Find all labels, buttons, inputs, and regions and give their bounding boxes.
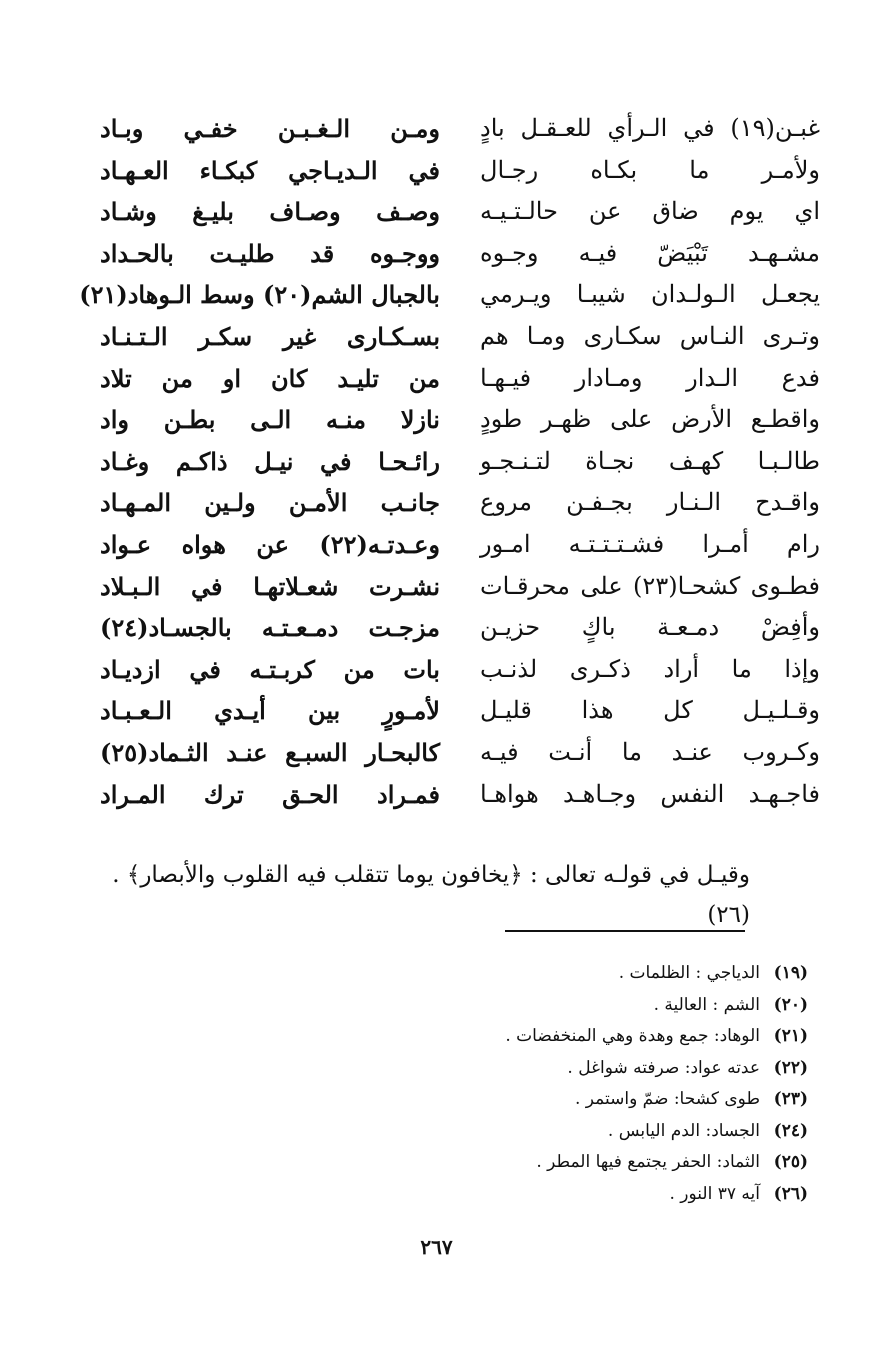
poem-left-column — [79, 108, 440, 815]
poem — [79, 108, 821, 815]
verse-hemistich: فدع الـدار ومـادار فيـهـا — [480, 363, 820, 392]
verse-hemistich: بات من كربـتـه في ازديـاد — [100, 654, 440, 684]
footnote-text: الوهاد: جمع وهدة وهي المنخفضات . — [505, 1026, 760, 1046]
footnote-text: الثماد: الحفر يجتمع فيها المطر . — [536, 1152, 760, 1172]
footnote — [200, 1179, 808, 1211]
verse-hemistich: فمـراد الحـق ترك المـراد — [100, 779, 440, 809]
verse-hemistich: وكـروب عنـد ما أنـت فيـه — [480, 737, 820, 766]
verse-hemistich: وقـلـيـل كل هذا قليـل — [480, 696, 820, 725]
verse-hemistich: اي يوم ضاق عن حالـتـيـه — [480, 197, 820, 226]
verse-hemistich: وإذا ما أراد ذكـرى لذنـب — [480, 654, 820, 683]
verse-hemistich: من تليـد كان او من تلاد — [100, 363, 440, 393]
verse-hemistich: غبـن(١٩) في الـرأي للعـقـل بادٍ — [480, 114, 820, 142]
footnote-text: الدياجي : الظلمات . — [618, 963, 760, 983]
verse-hemistich: وصـف وصـاف بليـغ وشـاد — [100, 197, 440, 227]
footnote-number: (١٩) — [773, 963, 808, 983]
footnotes — [200, 958, 808, 1210]
footnote-number: (٢١) — [773, 1026, 808, 1046]
verse-hemistich: طالـبـا كهـف نجـاة لتـنـجـو — [480, 446, 820, 475]
verse-hemistich: في الـديـاجي كبكـاء العـهـاد — [100, 155, 440, 185]
verse-hemistich: واقـدح الـنـار بجـفـن مروع — [480, 488, 820, 517]
footnote-text: آيه ٣٧ النور . — [669, 1183, 760, 1204]
footnote — [200, 1147, 808, 1179]
verse-hemistich: ومـن الـغـبـن خفـي وبـاد — [100, 114, 440, 143]
verse-hemistich: مشـهـد تَبْيَضّ فيـه وجـوه — [480, 238, 820, 267]
verse-hemistich: رام أمـرا فشـتـتـتـه امـور — [480, 529, 820, 558]
footnote-number: (٢٥) — [773, 1152, 808, 1172]
footnote-text: عدته عواد: صرفته شواغل . — [567, 1057, 760, 1078]
verse-hemistich: جانـب الأمـن ولـين المـهـاد — [100, 488, 440, 518]
verse-hemistich: فاجـهـد النفس وجـاهـد هواهـا — [480, 779, 820, 808]
verse-hemistich: لأمـورٍ بين أيـدي الـعـبـاد — [100, 696, 440, 726]
verse-hemistich: يجعـل الـولـدان شيبـا ويـرمي — [480, 280, 820, 309]
verse-hemistich: نازلا منـه الـى بطـن واد — [100, 405, 440, 435]
footnote — [200, 1053, 808, 1085]
footnote-number: (٢٤) — [773, 1120, 808, 1141]
intro-line: وقيـل في قولـه تعالى : ﴿يخافون يوما تتقلب فيه القلوب والأبصار﴾ . (٢٦) — [112, 862, 750, 928]
verse-hemistich: بسـكـارى غير سكـر الـتـنـاد — [100, 321, 440, 351]
verse-hemistich: نشـرت شعـلاتهـا في الـبـلاد — [100, 571, 440, 601]
verse-hemistich: كالبحـار السبـع عنـد الثـماد(٢٥) — [100, 737, 440, 767]
footnote-number: (٢٣) — [773, 1089, 808, 1109]
footnote — [200, 1084, 808, 1116]
verse-hemistich: رائـحـا في نيـل ذاكـم وغـاد — [100, 446, 440, 476]
footnote — [200, 1116, 808, 1148]
verse-hemistich: وأفِضْ دمـعـة باكٍ حزيـن — [480, 613, 820, 642]
footnote-number: (٢٢) — [773, 1057, 808, 1078]
footnote-number: (٢٦) — [773, 1183, 808, 1204]
verse-hemistich: واقطـع الأرض على ظهـر طودٍ — [480, 405, 820, 434]
footnote-text: الجساد: الدم اليابس . — [607, 1120, 760, 1141]
footnote — [200, 958, 808, 990]
footnote — [200, 990, 808, 1022]
verse-hemistich: وتـرى النـاس سكـارى ومـا هم — [480, 321, 820, 350]
footnote-divider — [505, 930, 745, 932]
footnote — [200, 1021, 808, 1053]
verse-hemistich: بالجبال الشم(٢٠) وسط الـوهاد(٢١) — [79, 280, 440, 310]
footnote-text: طوى كشحا: ضمّ واستمر . — [574, 1089, 760, 1109]
footnote-number: (٢٠) — [773, 994, 808, 1015]
verse-hemistich: ولأمـر ما بكـاه رجـال — [480, 155, 820, 184]
verse-hemistich: مزجـت دمـعـتـه بالجسـاد(٢٤) — [100, 613, 440, 643]
verse-hemistich: فطـوى كشحـا(٢٣) على محرقـات — [480, 571, 821, 600]
poem-right-column — [480, 108, 820, 815]
page-number: ٢٦٧ — [420, 1235, 453, 1259]
verse-hemistich: ووجـوه قد طليـت بالحـداد — [100, 238, 440, 268]
footnote-text: الشم : العالية . — [653, 994, 760, 1015]
verse-hemistich: وعـدتـه(٢٢) عن هواه عـواد — [100, 529, 440, 559]
